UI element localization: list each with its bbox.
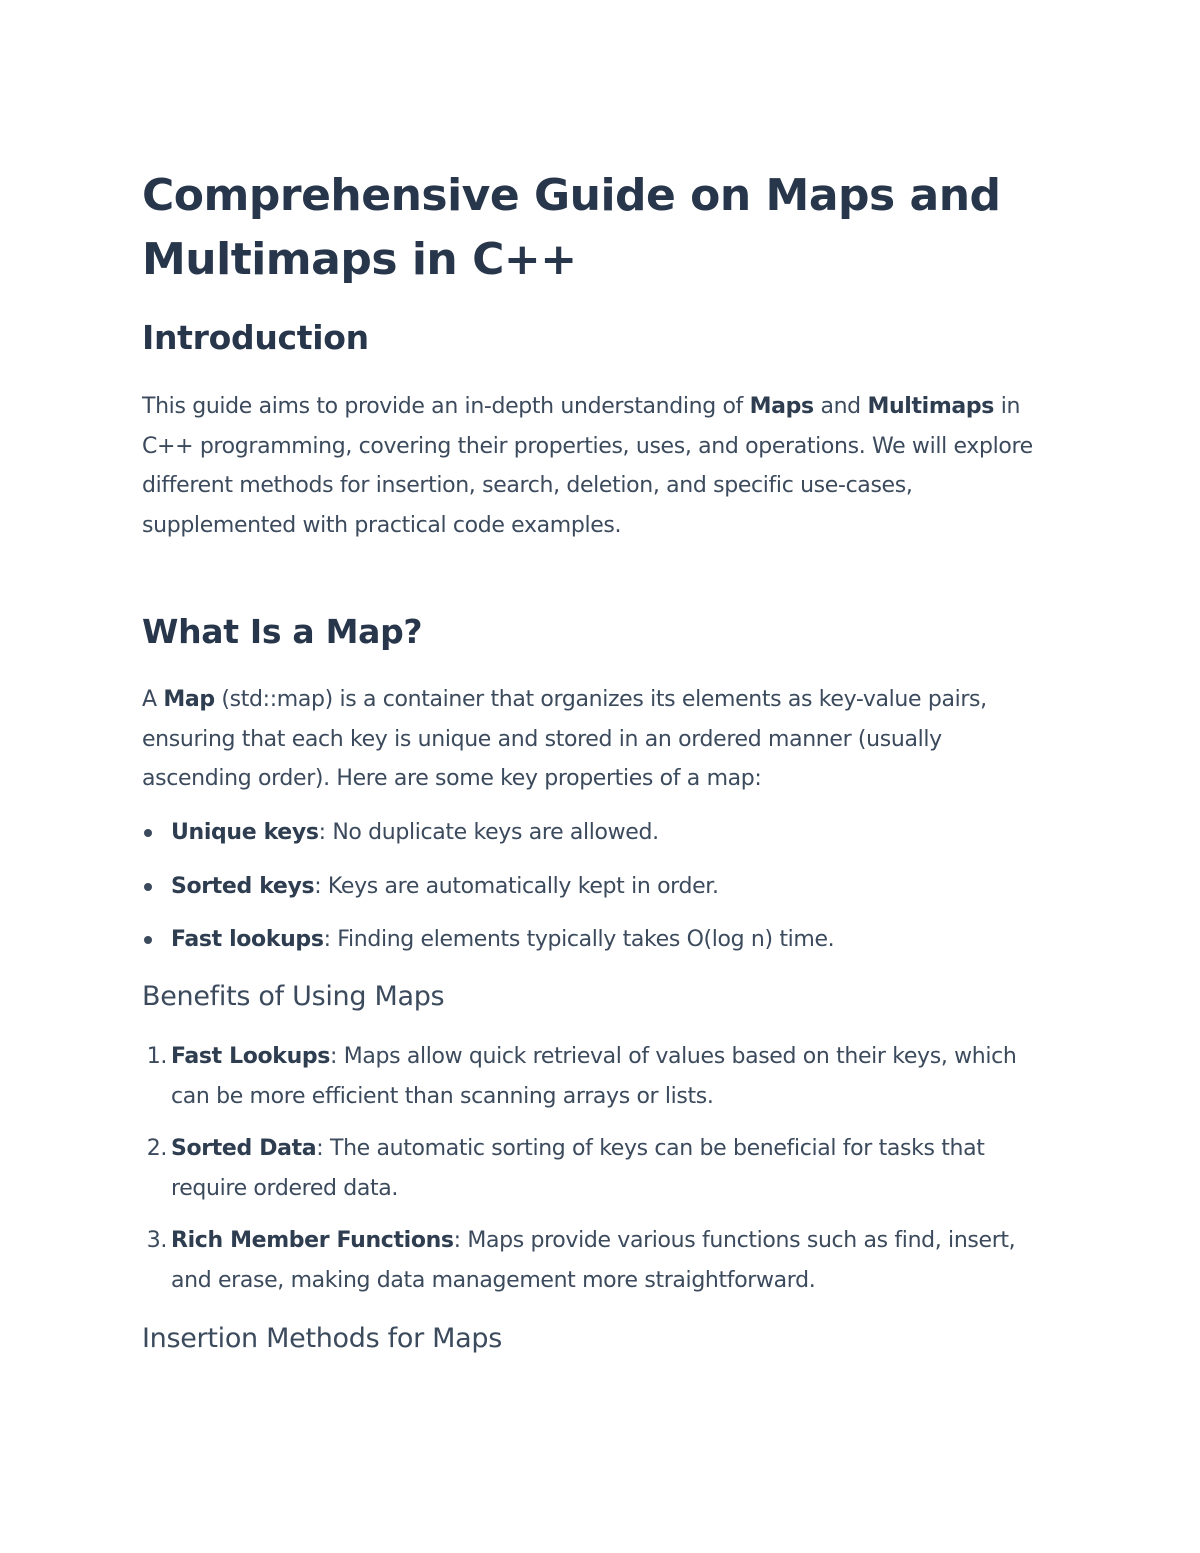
- intro-heading: Introduction: [142, 318, 369, 357]
- list-item: 3. Rich Member Functions: Maps provide various functions such as find, insert, and erase, making data management more straightforward.: [146, 1228, 1016, 1293]
- intro-paragraph: This guide aims to provide an in-depth understanding of Maps and Multimaps in C++ programming, covering their properties, uses, and operations. We will explore different methods for insertion, search, deletion, and specific use-cases, supplemented with practical code examples.: [142, 394, 1033, 538]
- bullet-icon: [144, 829, 152, 837]
- insertion-heading: Insertion Methods for Maps: [142, 1323, 503, 1354]
- bullet-icon: [144, 883, 152, 891]
- list-item: 1. Fast Lookups: Maps allow quick retrieval of values based on their keys, which can be more efficient than scanning arrays or lists.: [146, 1044, 1017, 1109]
- what-is-map-heading: What Is a Map?: [142, 612, 423, 651]
- list-item: Sorted keys: Keys are automatically kept in order.: [142, 867, 1042, 907]
- bullet-icon: [144, 936, 152, 944]
- maps-term: Maps: [749, 394, 814, 419]
- map-properties-list: [142, 813, 1042, 974]
- benefits-list: [142, 1037, 1042, 1313]
- map-term: Map: [163, 687, 215, 712]
- benefits-heading: Benefits of Using Maps: [142, 981, 445, 1012]
- multimaps-term: Multimaps: [867, 394, 995, 419]
- map-paragraph: A Map (std::map) is a container that organizes its elements as key-value pairs, ensuring that each key is unique and stored in an ordered manner (usually ascending order). Here are some key properties of a map:: [142, 687, 987, 791]
- page-title: Comprehensive Guide on Maps and Multimaps in C++: [142, 170, 1001, 285]
- list-item: Fast lookups: Finding elements typically takes O(log n) time.: [142, 920, 1042, 960]
- list-item: Unique keys: No duplicate keys are allowed.: [142, 813, 1042, 853]
- list-item: 2. Sorted Data: The automatic sorting of keys can be beneficial for tasks that require ordered data.: [146, 1136, 985, 1201]
